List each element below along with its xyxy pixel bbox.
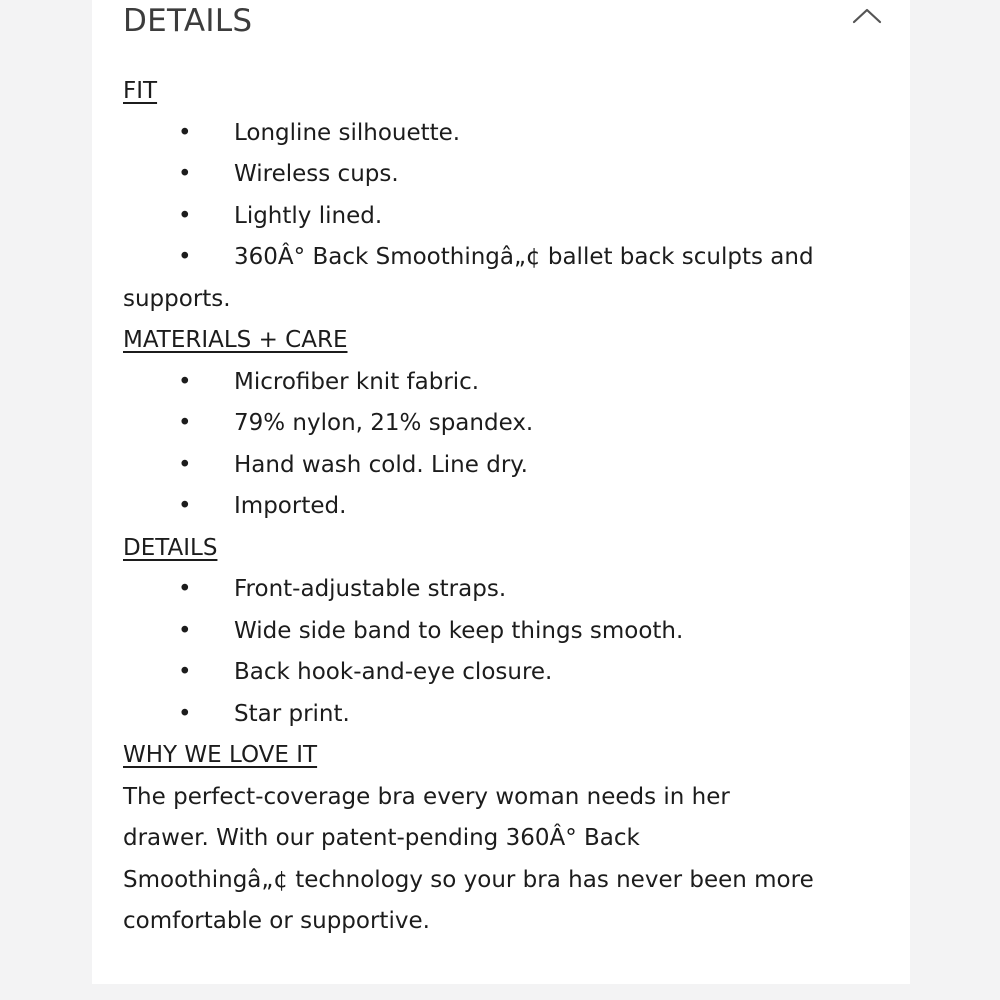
list-item-text: Wireless cups. bbox=[234, 161, 399, 187]
paragraph-text: The perfect-coverage bra every woman needs in her bbox=[123, 783, 730, 810]
list-item-text: Back hook-and-eye closure. bbox=[234, 659, 553, 685]
list-item bbox=[123, 196, 883, 238]
section-heading-why bbox=[123, 735, 883, 777]
details-content bbox=[123, 71, 883, 943]
list-item bbox=[123, 362, 883, 404]
paragraph-line bbox=[123, 777, 883, 819]
list-item bbox=[123, 486, 883, 528]
paragraph-line bbox=[123, 860, 883, 902]
bullet: • bbox=[178, 700, 192, 727]
list-item-text: Microfiber knit fabric. bbox=[234, 368, 480, 395]
list-item bbox=[123, 652, 883, 694]
why-heading: WHY WE LOVE IT bbox=[123, 742, 318, 768]
accordion-header[interactable] bbox=[123, 0, 883, 46]
list-item bbox=[123, 445, 883, 487]
bullet: • bbox=[178, 617, 192, 644]
list-item-text: Longline silhouette. bbox=[234, 119, 461, 146]
bullet: • bbox=[178, 119, 192, 146]
bullet: • bbox=[178, 493, 192, 519]
section-heading-materials bbox=[123, 320, 883, 362]
fit-heading: FIT bbox=[123, 78, 158, 104]
list-item bbox=[123, 694, 883, 736]
list-item-text: Hand wash cold. Line dry. bbox=[234, 451, 528, 478]
bullet: • bbox=[178, 244, 192, 270]
list-item bbox=[123, 569, 883, 611]
bullet: • bbox=[178, 161, 192, 187]
details-heading: DETAILS bbox=[123, 534, 218, 561]
continuation-text: supports. bbox=[123, 285, 231, 312]
paragraph-text: Smoothingâ„¢ technology so your bra has never been more bbox=[123, 866, 814, 893]
list-item-text: 360Â° Back Smoothingâ„¢ ballet back sculpts and bbox=[234, 244, 814, 270]
list-item bbox=[123, 113, 883, 155]
section-heading-details bbox=[123, 528, 883, 570]
paragraph-line bbox=[123, 901, 883, 943]
section-heading-fit bbox=[123, 71, 883, 113]
paragraph-text: comfortable or supportive. bbox=[123, 908, 430, 934]
list-item-text: Imported. bbox=[234, 493, 347, 519]
list-item bbox=[123, 154, 883, 196]
paragraph-line bbox=[123, 818, 883, 860]
list-item bbox=[123, 611, 883, 653]
bullet: • bbox=[178, 410, 192, 436]
list-item-text: 79% nylon, 21% spandex. bbox=[234, 410, 534, 436]
list-item bbox=[123, 403, 883, 445]
bullet: • bbox=[178, 576, 192, 602]
accordion-title: DETAILS bbox=[123, 3, 253, 39]
bullet: • bbox=[178, 659, 192, 685]
list-item-text: Lightly lined. bbox=[234, 202, 383, 229]
list-item-text: Star print. bbox=[234, 700, 350, 727]
materials-heading: MATERIALS + CARE bbox=[123, 327, 348, 353]
details-panel bbox=[92, 0, 910, 984]
list-item-text: Front-adjustable straps. bbox=[234, 576, 507, 602]
list-item-continuation bbox=[123, 279, 883, 321]
list-item-text: Wide side band to keep things smooth. bbox=[234, 617, 684, 644]
bullet: • bbox=[178, 451, 192, 478]
paragraph-text: drawer. With our patent-pending 360Â° Back bbox=[123, 825, 640, 851]
bullet: • bbox=[178, 202, 192, 229]
bullet: • bbox=[178, 368, 192, 395]
chevron-up-icon[interactable] bbox=[850, 2, 884, 28]
list-item bbox=[123, 237, 883, 279]
